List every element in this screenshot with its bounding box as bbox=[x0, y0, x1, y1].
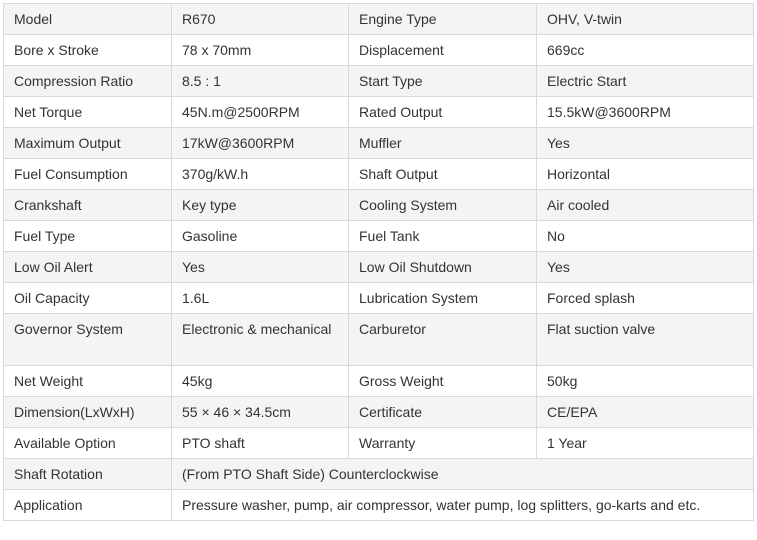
table-row bbox=[4, 128, 754, 159]
table-row bbox=[4, 190, 754, 221]
table-row bbox=[4, 428, 754, 459]
spec-label: Shaft Output bbox=[349, 159, 537, 190]
spec-value: Forced splash bbox=[537, 283, 754, 314]
table-row bbox=[4, 252, 754, 283]
spec-label: Gross Weight bbox=[349, 366, 537, 397]
spec-label: Compression Ratio bbox=[4, 66, 172, 97]
spec-value: PTO shaft bbox=[172, 428, 349, 459]
spec-value: 45N.m@2500RPM bbox=[172, 97, 349, 128]
spec-label: Rated Output bbox=[349, 97, 537, 128]
spec-value: Key type bbox=[172, 190, 349, 221]
spec-label: Warranty bbox=[349, 428, 537, 459]
table-row bbox=[4, 283, 754, 314]
spec-value: Gasoline bbox=[172, 221, 349, 252]
spec-label: Shaft Rotation bbox=[4, 459, 172, 490]
spec-label: Net Weight bbox=[4, 366, 172, 397]
spec-value: 50kg bbox=[537, 366, 754, 397]
spec-value: Horizontal bbox=[537, 159, 754, 190]
table-row bbox=[4, 66, 754, 97]
spec-value: CE/EPA bbox=[537, 397, 754, 428]
table-row bbox=[4, 397, 754, 428]
spec-value: No bbox=[537, 221, 754, 252]
table-row bbox=[4, 490, 754, 521]
table-row bbox=[4, 35, 754, 66]
spec-table bbox=[3, 3, 754, 521]
spec-label: Crankshaft bbox=[4, 190, 172, 221]
spec-label: Dimension(LxWxH) bbox=[4, 397, 172, 428]
spec-value: (From PTO Shaft Side) Counterclockwise bbox=[172, 459, 754, 490]
table-row bbox=[4, 4, 754, 35]
spec-value: 55 × 46 × 34.5cm bbox=[172, 397, 349, 428]
spec-value: Pressure washer, pump, air compressor, water pump, log splitters, go-karts and etc. bbox=[172, 490, 754, 521]
spec-value: 8.5 : 1 bbox=[172, 66, 349, 97]
spec-label: Application bbox=[4, 490, 172, 521]
spec-label: Bore x Stroke bbox=[4, 35, 172, 66]
table-row bbox=[4, 366, 754, 397]
spec-label: Oil Capacity bbox=[4, 283, 172, 314]
spec-label: Engine Type bbox=[349, 4, 537, 35]
spec-value: Yes bbox=[537, 128, 754, 159]
spec-label: Carburetor bbox=[349, 314, 537, 366]
spec-label: Model bbox=[4, 4, 172, 35]
spec-label: Fuel Tank bbox=[349, 221, 537, 252]
table-row bbox=[4, 97, 754, 128]
spec-label: Net Torque bbox=[4, 97, 172, 128]
spec-value: 45kg bbox=[172, 366, 349, 397]
spec-value: 17kW@3600RPM bbox=[172, 128, 349, 159]
spec-label: Cooling System bbox=[349, 190, 537, 221]
table-row bbox=[4, 459, 754, 490]
spec-label: Start Type bbox=[349, 66, 537, 97]
spec-value: 370g/kW.h bbox=[172, 159, 349, 190]
spec-label: Muffler bbox=[349, 128, 537, 159]
spec-value: Flat suction valve bbox=[537, 314, 754, 366]
spec-value: 1.6L bbox=[172, 283, 349, 314]
table-row bbox=[4, 314, 754, 366]
spec-label: Fuel Type bbox=[4, 221, 172, 252]
spec-label: Displacement bbox=[349, 35, 537, 66]
spec-table-body bbox=[4, 4, 754, 521]
spec-label: Low Oil Alert bbox=[4, 252, 172, 283]
spec-value: Electric Start bbox=[537, 66, 754, 97]
spec-value: Electronic & mechanical bbox=[172, 314, 349, 366]
spec-label: Certificate bbox=[349, 397, 537, 428]
table-row bbox=[4, 159, 754, 190]
spec-value: Yes bbox=[537, 252, 754, 283]
spec-label: Available Option bbox=[4, 428, 172, 459]
spec-value: 669cc bbox=[537, 35, 754, 66]
spec-label: Low Oil Shutdown bbox=[349, 252, 537, 283]
spec-value: Air cooled bbox=[537, 190, 754, 221]
spec-value: OHV, V-twin bbox=[537, 4, 754, 35]
spec-value: R670 bbox=[172, 4, 349, 35]
spec-label: Fuel Consumption bbox=[4, 159, 172, 190]
spec-value: 1 Year bbox=[537, 428, 754, 459]
table-row bbox=[4, 221, 754, 252]
spec-label: Lubrication System bbox=[349, 283, 537, 314]
spec-value: Yes bbox=[172, 252, 349, 283]
spec-value: 15.5kW@3600RPM bbox=[537, 97, 754, 128]
spec-label: Maximum Output bbox=[4, 128, 172, 159]
spec-value: 78 x 70mm bbox=[172, 35, 349, 66]
spec-label: Governor System bbox=[4, 314, 172, 366]
